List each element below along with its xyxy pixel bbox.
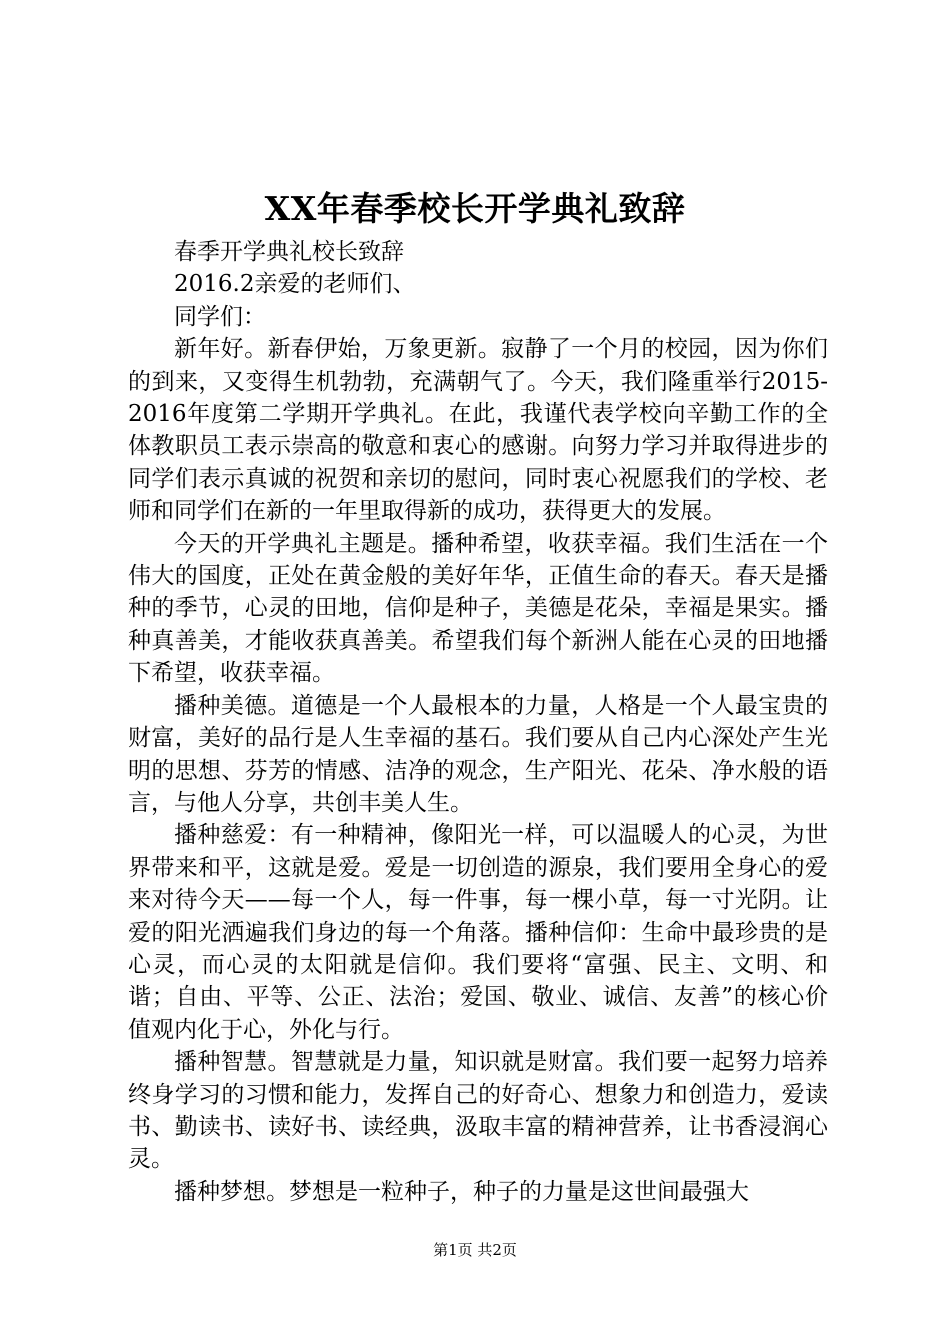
paragraph-theme: 今天的开学典礼主题是。播种希望，收获幸福。我们生活在一个伟大的国度，正处在黄金般的美好年华，正值生命的春天。春天是播种的季节，心灵的田地，信仰是种子，美德是花朵，幸福是果实。播种真善美，才能收获真善美。希望我们每个新洲人能在心灵的田地播下希望，收获幸福。 xyxy=(128,530,828,687)
page-number-footer: 第1页 共2页 xyxy=(433,1241,517,1259)
paragraph-new-year: 新年好。新春伊始，万象更新。寂静了一个月的校园，因为你们的到来，又变得生机勃勃，充满朝气了。今天，我们隆重举行2015-2016年度第二学期开学典礼。在此，我谨代表学校向辛勤工作的全体教职员工表示崇高的敬意和衷心的感谢。向努力学习并取得进步的同学们表示真诚的祝贺和亲切的慰问，同时衷心祝愿我们的学校、老师和同学们在新的一年里取得新的成功，获得更大的发展。 xyxy=(128,336,828,525)
paragraph-wisdom: 播种智慧。智慧就是力量，知识就是财富。我们要一起努力培养终身学习的习惯和能力，发挥自己的好奇心、想象力和创造力，爱读书、勤读书、读好书、读经典，汲取丰富的精神营养，让书香浸润心灵。 xyxy=(128,1049,828,1173)
paragraph-love: 播种慈爱：有一种精神，像阳光一样，可以温暖人的心灵，为世界带来和平，这就是爱。爱是一切创造的源泉，我们要用全身心的爱来对待今天——每一个人，每一件事，每一棵小草，每一寸光阴。让爱的阳光洒遍我们身边的每一个角落。播种信仰：生命中最珍贵的是心灵，而心灵的太阳就是信仰。我们要将“富强、民主、文明、和谐；自由、平等、公正、法治；爱国、敬业、诚信、友善”的核心价值观内化于心，外化与行。 xyxy=(128,822,828,1043)
document-body xyxy=(128,236,828,1208)
paragraph-subtitle: 春季开学典礼校长致辞 xyxy=(174,239,404,265)
paragraph-date-greeting: 2016.2亲爱的老师们、 xyxy=(174,271,416,298)
document-title: XX年春季校长开学典礼致辞 xyxy=(264,189,686,228)
paragraph-dream: 播种梦想。梦想是一粒种子，种子的力量是这世间最强大 xyxy=(174,1178,749,1205)
paragraph-virtue: 播种美德。道德是一个人最根本的力量，人格是一个人最宝贵的财富，美好的品行是人生幸福的基石。我们要从自己内心深处产生光明的思想、芬芳的情感、洁净的观念，生产阳光、花朵、净水般的语言，与他人分享，共创丰美人生。 xyxy=(128,692,828,816)
paragraph-greeting: 同学们： xyxy=(174,303,266,330)
